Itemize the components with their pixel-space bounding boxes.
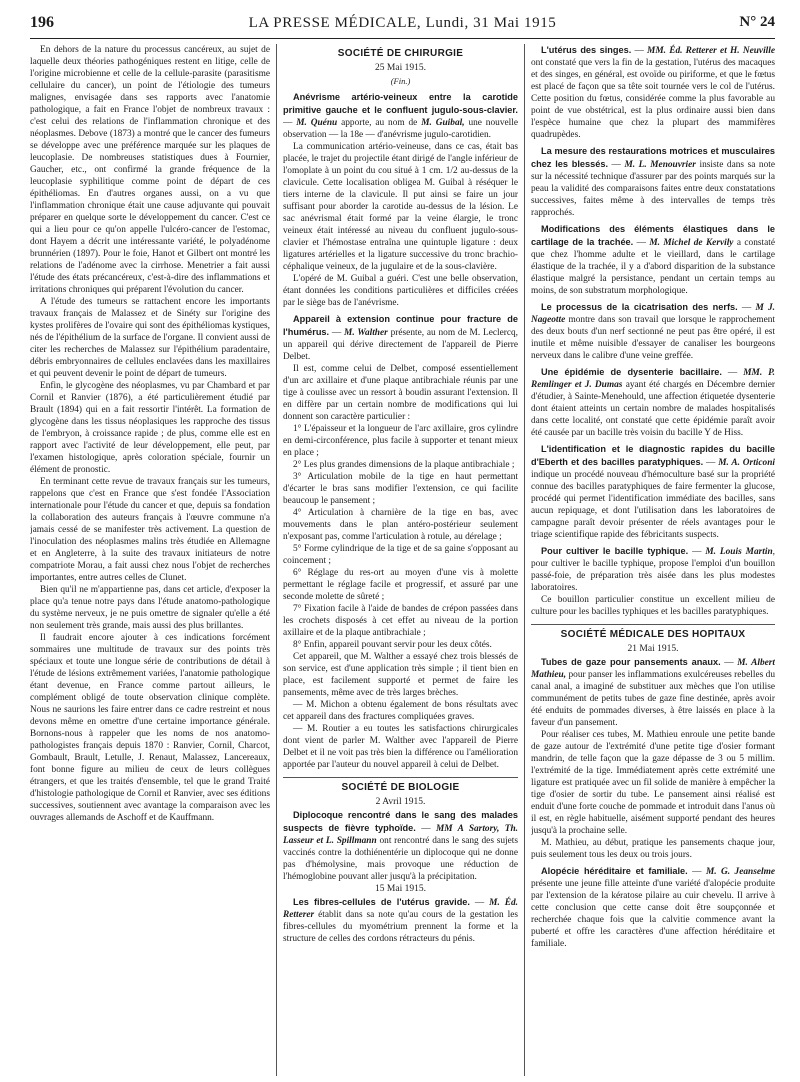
- paragraph: Il est, comme celui de Delbet, composé essentiellement d'un arc axillaire et d'une plaque antibrachiale réunis par une tige à coulisse avec un ressort à boudin assurant l'extension. Il en diffère par un certain nombre de modifications qui lui donnent son caractère particulier :: [283, 364, 518, 422]
- report-title: L'identification et le diagnostic rapides du bacille d'Eberth et des bacilles paratyphiques.: [531, 444, 775, 467]
- report-entry: Anévrisme artério-veineux entre la carotide primitive gauche et le confluent jugulo-sous-clavier. — M. Quénu apporte, au nom de M. Guibal, une nouvelle observation — la 18e — d'anévrisme jugulo-carotidien.: [283, 92, 518, 140]
- paragraph: A l'étude des tumeurs se rattachent encore les importants travaux français de Malassez et de Sinéty sur l'origine des kystes prolifères de l'ovaire qui sont des épithéliomas kystiques, nés de l'épithélium de la surface de l'organe. Il convient aussi de citer les recherches de Malassez sur l'épithélium paradentaire, débris embryonnaires de cellules enclavées dans les maxillaires et qui peuvent devenir le point de départ de tumeurs.: [30, 297, 270, 379]
- report-author: M. L. Menouvrier: [624, 160, 696, 170]
- society-heading: SOCIÉTÉ DE CHIRURGIE: [337, 48, 464, 59]
- report-text: indique un procédé nouveau d'hémoculture basé sur la propriété connue des bacilles paratyphiques de faire fermenter la glucose, procédé qui permet l'identification immédiate des bacilles, sans aucun repiquage, et dont l'utilisation dans les laboratoires de campagne paraît devoir présenter de réels avantages pour le triage scientifique rapide des fébricitants suspects.: [531, 470, 775, 540]
- column-left: [30, 44, 270, 1076]
- report-text: ont constaté que vers la fin de la gestation, l'utérus des macaques et des singes, en général, est ovoïde ou piriforme, et que le fœtus est placé de façon que sa tête soit tournée vers le col de l'utérus. Cette position du fœtus, considérée comme la plus favorable au point de vue obstétrical, est la plus ordinaire aussi bien dans l'espèce humaine que chez la plupart des mammifères quadrupèdes.: [531, 58, 775, 140]
- column-right: [531, 44, 775, 1076]
- report-entry: Le processus de la cicatrisation des nerfs. — M J. Nageotte montre dans son travail que lorsque le rapprochement des deux bouts d'un nerf sectionné ne peut pas être opéré, il est inutile et même nuisible d'essayer de canaliser les bourgeons nerveux dans le calibre d'une veine greffée.: [531, 302, 775, 361]
- list-item: 8° Enfin, appareil pouvant servir pour les deux côtés.: [293, 640, 492, 650]
- report-entry: Pour cultiver le bacille typhique. — M. Louis Martin, pour cultiver le bacille typhique, propose l'emploi d'un bouillon passé-foie, de préparation très aisée dans les plus modestes laboratoires.: [531, 546, 775, 593]
- report-entry: La mesure des restaurations motrices et musculaires chez les blessés. — M. L. Menouvrier insiste dans sa note sur la nécessité technique d'assurer par des points marqués sur la peau la validité des comparaisons faites entre deux constatations successives, faites même à des intervalles de temps très rapprochés.: [531, 146, 775, 218]
- paragraph: La communication artério-veineuse, dans ce cas, était bas placée, le trajet du projectile étant dirigé de l'angle inférieur de l'omoplate à un point du cou situé à 1 cm. 1/2 au-dessus de la clavicule. Cette localisation obligea M. Guibal à réséquer le tiers interne de la clavicule. Il put ainsi se faire un jour suffisant pour aborder la carotide au-dessus de la lésion. Le sac anévrismal était formé par la veine élargie, le tronc veineux était intéressé au niveau du confluent jugulo-sous-clavier et l'hémostase entraîna une quintuple ligature : deux ligatures artérielles et la ligature successive du tronc brachio-céphalique veineux, de la jugulaire et de la sous-clavière.: [283, 142, 518, 272]
- list-item: 7° Fixation facile à l'aide de bandes de crépon passées dans les crochets disposés à cet effet au niveau de la portion axillaire et de la plaque antibrachiale ;: [283, 604, 518, 638]
- session-date: 25 Mai 1915.: [375, 63, 426, 73]
- session-date: 21 Mai 1915.: [627, 644, 679, 654]
- paragraph: M. Mathieu, au début, pratique les pansements chaque jour, puis seulement tous les deux ou trois jours.: [531, 838, 775, 860]
- report-text: apporte, au nom de: [341, 118, 418, 128]
- report-entry: Appareil à extension continue pour fracture de l'humérus. — M. Walther présente, au nom de M. Leclercq, un appareil qui dérive directement de l'appareil de Pierre Delbet.: [283, 314, 518, 362]
- paragraph: Bien qu'il ne m'appartienne pas, dans cet article, d'exposer la place qu'a tenue notre pays dans l'étude anatomo-pathologique du système nerveux, je ne puis omettre de signaler qu'elle a été non seulement très grande, mais aussi des plus brillantes.: [30, 585, 270, 631]
- paragraph: Il faudrait encore ajouter à ces indications forcément sommaires une multitude de travaux sur des points très spéciaux et toute une longue série de contributions de détail à l'étude de lésions extrêmement variées, l'anatomie pathologique étant devenue, en France comme partout ailleurs, le complément obligé de toute observation clinique complète. Nous ne saurions les faire entrer dans ce cadre restreint et nous devons même en omettre d'une certaine importance générale. Bornons-nous à rappeler que les noms de nos anatomo-pathologistes français depuis 1870 : Ranvier, Cornil, Charcot, Gombault, Brault, Letulle, J. Renaut, Malassez, Lancereaux, font bonne figure au milieu de ceux de leurs collègues étrangers, et que les traités d'ensemble, tel que le grand Traité d'histologie pathologique de Cornil et Ranvier, avec ses éditions successives, soutiennent avec avantage la comparaison avec les ouvrages allemands de Aschoff et de Kauffmann.: [30, 633, 270, 823]
- session-date: 2 Avril 1915.: [375, 797, 426, 807]
- report-text: insiste dans sa note sur la nécessité technique d'assurer par des points marqués sur la peau la validité des comparaisons faites entre deux constatations successives, faites même à des intervalles de temps très rapprochés.: [531, 160, 775, 218]
- report-author: M. Louis Martin: [705, 547, 773, 557]
- paragraph: L'opéré de M. Guibal a guéri. C'est une belle observation, étant données les conditions particulières et difficiles créées par le siège bas de l'anévrisme.: [283, 274, 518, 308]
- column-divider: [524, 44, 525, 1076]
- report-title: Les fibres-cellules de l'utérus gravide.: [293, 897, 470, 907]
- report-text: ont rencontré dans le sang des sujets vaccinés contre la dothiénentérie un diplocoque qui ne donne pas d'hémolysine, mais provoque une réduction de l'hémoglobine pouvant aller jusqu'à la précipitation.: [283, 836, 518, 882]
- report-text: présente, au nom de M. Leclercq, un appareil qui dérive directement de l'appareil de Pierre Delbet.: [283, 328, 518, 362]
- list-item: 3° Articulation mobile de la tige en haut permettant d'écarter le bras sans modifier l'extension, ce qui facilite beaucoup le pansement ;: [283, 472, 518, 506]
- report-text: pour panser les inflammations exulcéreuses rebelles du canal anal, a imaginé de substituer aux mèches que l'on utilise communément de petits tubes de gaze fine destinée, après avoir été enduits de pommades diverses, à être laissés en place à la faveur d'un pansement.: [531, 670, 775, 728]
- page-number: 196: [30, 14, 54, 31]
- report-entry: Alopécie héréditaire et familiale. — M. G. Jeanselme présente une jeune fille atteinte d'une variété d'alopécie produite par l'extension de la kératose pilaire au cuir chevelu. Il arrive à cette conclusion que cette canse doit être soupçonnée et recherchée chaque fois que la calvitie commence avant la puberté et offre les caractères d'une affection héréditaire et familiale.: [531, 866, 775, 949]
- report-title: Pour cultiver le bacille typhique.: [541, 546, 689, 556]
- paragraph: Pour réaliser ces tubes, M. Mathieu enroule une petite bande de gaze autour de l'extrémité d'une petite tige d'osier formant mandrin, de telle façon que la gaze dépasse de 3 ou 5 millim. l'extrémité de la tige. Immédiatement après cette extrémité une ligature est pratiquée avec un fil solide de manière à empêcher la tige d'osier de sortir du tube. Le pansement ainsi réalisé est enduit d'une forte couche de pommade et introduit dans l'anus où il est, en règle habituelle, aisément supporté pendant des heures jusqu'à la prochaine selle.: [531, 730, 775, 836]
- page-header: [30, 14, 775, 38]
- report-entry: L'utérus des singes. — MM. Éd. Retterer et H. Neuville ont constaté que vers la fin de la gestation, l'utérus des macaques et des singes, en général, est ovoïde ou piriforme, et que le fœtus est placé de façon que sa tête soit tournée vers le col de l'utérus. Cette position du fœtus, considérée comme la plus favorable au point de vue obstétrical, est la plus ordinaire aussi bien dans l'espèce humaine que chez la plupart des mammifères quadrupèdes.: [531, 45, 775, 140]
- paragraph: En terminant cette revue de travaux français sur les tumeurs, rappelons que c'est en France que s'est fondée l'Association internationale pour l'étude du cancer et que, depuis sa fondation la collaboration des auteurs français à l'œuvre commune n'a jamais cessé de se manifester très activement. La question de l'inoculation des néoplasmes malins très étudiée en Allemagne et en Angleterre, à la suite des travaux initiateurs de notre compatriote Morau, a fait aussi chez nous l'objet de recherches importantes, entre autres celles de Clunet.: [30, 477, 270, 583]
- report-author: M. G. Jeanselme: [705, 867, 775, 877]
- report-entry: Modifications des éléments élastiques dans le cartilage de la trachée. — M. Michel de Kervily a constaté que chez l'homme adulte et le vieillard, dans le cartilage élastique de la trachée, il y a d'abord disparition de la substance élastique malgré la persistance, pendant un certain temps au moins, de son substratum morphologique.: [531, 224, 775, 296]
- report-title: Modifications des éléments élastiques dans le cartilage de la trachée.: [531, 224, 775, 247]
- society-heading: SOCIÉTÉ DE BIOLOGIE: [341, 782, 460, 793]
- column-middle: [283, 44, 518, 1076]
- paragraph: — M. Michon a obtenu également de bons résultats avec cet appareil dans des fractures compliquées graves.: [283, 700, 518, 722]
- list-item: 5° Forme cylindrique de la tige et de sa gaine s'opposant au coincement ;: [283, 544, 518, 566]
- list-item: 4° Articulation à charnière de la tige en bas, avec mouvements dans le plan antéro-postérieur seulement n'exposant pas, comme l'articulation à rotule, au dérelage ;: [283, 508, 518, 542]
- report-entry: Diplocoque rencontré dans le sang des malades suspects de fièvre typhoïde. — MM A Sartory, Th. Lasseur et L. Spillmann ont rencontré dans le sang des sujets vaccinés contre la dothiénentérie un diplocoque qui ne donne pas d'hémolysine, mais provoque une réduction de l'hémoglobine pouvant aller jusqu'à la précipitation.: [283, 810, 518, 882]
- report-author: M. Éd. Retterer: [283, 898, 518, 920]
- report-title: La mesure des restaurations motrices et musculaires chez les blessés.: [531, 146, 775, 169]
- session-date: 15 Mai 1915.: [375, 884, 426, 894]
- report-entry: Une épidémie de dysenterie bacillaire. — MM. P. Remlinger et J. Dumas ayant été chargés en Décembre dernier d'étudier, à Sainte-Menehould, une affection étiquetée dysenterie dont étaient atteints un certain nombre de malades hospitalisés dans cette localité, ont constaté que cette épidémie paraît avoir été causée par un bacille très voisin du bacille Y de Hiss.: [531, 367, 775, 438]
- report-title: Diplocoque rencontré dans le sang des malades suspects de fièvre typhoïde.: [283, 810, 518, 833]
- report-author: M. Walther: [344, 328, 388, 338]
- report-text: ayant été chargés en Décembre dernier d'étudier, à Sainte-Menehould, une affection étiquetée dysenterie dont étaient atteints un certain nombre de malades hospitalisés dans cette localité, ont constaté que cette épidémie paraît avoir été causée par un bacille très voisin du bacille Y de Hiss.: [531, 380, 775, 438]
- journal-title: LA PRESSE MÉDICALE, Lundi, 31 Mai 1915: [248, 15, 557, 31]
- section-divider: [283, 777, 518, 778]
- report-title: Alopécie héréditaire et familiale.: [541, 866, 688, 876]
- report-text: une nouvelle observation — la 18e — d'anévrisme jugulo-carotidien.: [283, 118, 518, 140]
- report-text: montre dans son travail que lorsque le rapprochement des deux bouts d'un nerf sectionné ne peut pas être opéré, il est inutile et même nuisible d'essayer de canaliser les bourgeons nerveux dans le calibre d'une veine greffée.: [531, 315, 775, 361]
- report-text: présente une jeune fille atteinte d'une variété d'alopécie produite par l'extension de la kératose pilaire au cuir chevelu. Il arrive à cette conclusion que cette canse doit être soupçonnée et recherchée chaque fois que la calvitie commence avant la puberté et offre les caractères d'une affection héréditaire et familiale.: [531, 879, 775, 949]
- report-author: M J. Nageotte: [531, 303, 775, 325]
- report-title: L'utérus des singes.: [541, 45, 632, 55]
- paragraph: Ce bouillon particulier constitue un excellent milieu de culture pour les bacilles typhiques et les bacilles paratyphiques.: [531, 595, 775, 617]
- paragraph: — M. Routier a eu toutes les satisfactions chirurgicales dont vient de parler M. Walther avec l'appareil de Pierre Delbet et il ne voit pas très bien la différence ou l'amélioration apportée par l'auteur du nouvel appareil à celui de Delbet.: [283, 724, 518, 770]
- report-text: a constaté que chez l'homme adulte et le vieillard, dans le cartilage élastique de la trachée, il y a d'abord disparition de la substance élastique malgré la persistance, pendant un certain temps au moins, de son substratum morphologique.: [531, 238, 775, 296]
- report-entry: Tubes de gaze pour pansements anaux. — M. Albert Mathieu, pour panser les inflammations exulcéreuses rebelles du canal anal, a imaginé de substituer aux mèches que l'on utilise communément de petits tubes de gaze fine destinée, après avoir été enduits de pommades diverses, à être laissés en place à la faveur d'un pansement.: [531, 657, 775, 728]
- report-author: MM. Éd. Retterer et H. Neuville: [647, 46, 775, 56]
- report-author: M. A. Orticoni: [718, 458, 775, 468]
- report-author: MM A Sartory, Th. Lasseur et L. Spillmann: [283, 824, 518, 846]
- report-author: MM. P. Remlinger et J. Dumas: [531, 368, 775, 390]
- report-title: Appareil à extension continue pour fracture de l'humérus.: [283, 314, 518, 337]
- report-title: Anévrisme artério-veineux entre la carotide primitive gauche et le confluent jugulo-sous-clavier.: [283, 92, 518, 115]
- report-entry: L'identification et le diagnostic rapides du bacille d'Eberth et des bacilles paratyphiques. — M. A. Orticoni indique un procédé nouveau d'hémoculture basé sur la propriété connue des bacilles paratyphiques de faire fermenter la glucose, procédé qui permet l'identification immédiate des bacilles, sans aucun repiquage, et dont l'utilisation dans les laboratoires de campagne paraît devoir présenter de réels avantages pour le triage scientifique rapide des fébricitants suspects.: [531, 444, 775, 540]
- report-author: M. Michel de Kervily: [649, 238, 734, 248]
- column-divider: [276, 44, 277, 1076]
- list-item: 1° L'épaisseur et la longueur de l'arc axillaire, gros cylindre en demi-circonférence, plus facile à supporter et tenant mieux en place ;: [283, 424, 518, 458]
- report-entry: Les fibres-cellules de l'utérus gravide. — M. Éd. Retterer établit dans sa note qu'au cours de la gestation les fibres-cellules du myométrium prennent la forme et la structure de celles des cordons rétracteurs du pénis.: [283, 897, 518, 944]
- list-item: 6° Réglage du res-ort au moyen d'une vis à molette permettant le réglage facile et progressif, et assuré par une seconde molette de sûreté ;: [283, 568, 518, 602]
- section-divider: [531, 624, 775, 625]
- report-title: Une épidémie de dysenterie bacillaire.: [541, 367, 722, 377]
- header-rule: [30, 38, 775, 39]
- report-author: M. Guibal,: [421, 118, 465, 128]
- report-author: M. Albert Mathieu,: [531, 658, 775, 680]
- report-author: M. Quénu: [296, 118, 338, 128]
- society-heading: SOCIÉTÉ MÉDICALE DES HOPITAUX: [560, 629, 746, 640]
- list-item: 2° Les plus grandes dimensions de la plaque antibrachiale ;: [293, 460, 515, 470]
- report-title: Tubes de gaze pour pansements anaux.: [541, 657, 721, 667]
- report-title: Le processus de la cicatrisation des nerfs.: [541, 302, 738, 312]
- continuation-note: (Fin.): [390, 76, 411, 86]
- report-text: établit dans sa note qu'au cours de la gestation les fibres-cellules du myométrium prennent la forme et la structure de celles des cordons rétracteurs du pénis.: [283, 910, 518, 944]
- paragraph: En dehors de la nature du processus cancéreux, au sujet de laquelle deux théories pathogéniques restent en litige, celle de l'origine microbienne et celle de la cellule-parasite (parasitisme cellulaire du cancer), un point de l'étiologie des tumeurs malignes, envisagée dans ses rapports avec l'anatomie pathologique, a fait en France l'objet de nombreux travaux : c'est celui des relations de l'inflammation chronique et des néoplasmes. Debove (1873) a montré que le cancer des fumeurs se développe avec une préférence marquée sur les plaques de leucoplasie. De nombreuses statistiques dues à Fournier, Gaucher, etc., ont confirmé la grande fréquence de la leucoplasie syphilitique comme point de départ de ces épithéliomas. En d'autres organes aussi, on a vu que l'inflammation chronique était une cause adjuvante qui pouvait préparer en quelque sorte le développement du cancer. C'est ce qui a lieu pour ce qu'on appelle l'ulcéro-cancer de l'estomac, dont Hayem a décrit une intéressante variété, le polyadénome brunnérien (1897). Pour le foie, Hanot et Gilbert ont montré les relations de l'adénome avec la cirrhose. Menetrier a fait aussi l'étude des états précancéreux, c'est-à-dire des inflammations et irritations chroniques qui préparent l'évolution du cancer.: [30, 45, 270, 295]
- paragraph: Cet appareil, que M. Walther a essayé chez trois blessés de son service, est d'une application très simple ; il tient bien en place, est facilement supporté et permet de faire les pansements, même avec de très larges brèches.: [283, 652, 518, 698]
- report-text: , pour cultiver le bacille typhique, propose l'emploi d'un bouillon passé-foie, de préparation très aisée dans les plus modestes laboratoires.: [531, 547, 775, 593]
- paragraph: Enfin, le glycogène des néoplasmes, vu par Chambard et par Cornil et Ranvier (1876), a été particulièrement étudié par Brault (1894) qui en a fait ressortir l'intérêt. La formation de glycogène dans les tissus néoplasiques les rapproche des tissus de l'embryon, à croissance rapide ; de plus, comme elle est en rapport avec l'activité de leur développement, elle peut, par l'examen histologique, après coloration spéciale, fournir un élément de pronostic.: [30, 381, 270, 475]
- issue-number: N° 24: [739, 14, 775, 30]
